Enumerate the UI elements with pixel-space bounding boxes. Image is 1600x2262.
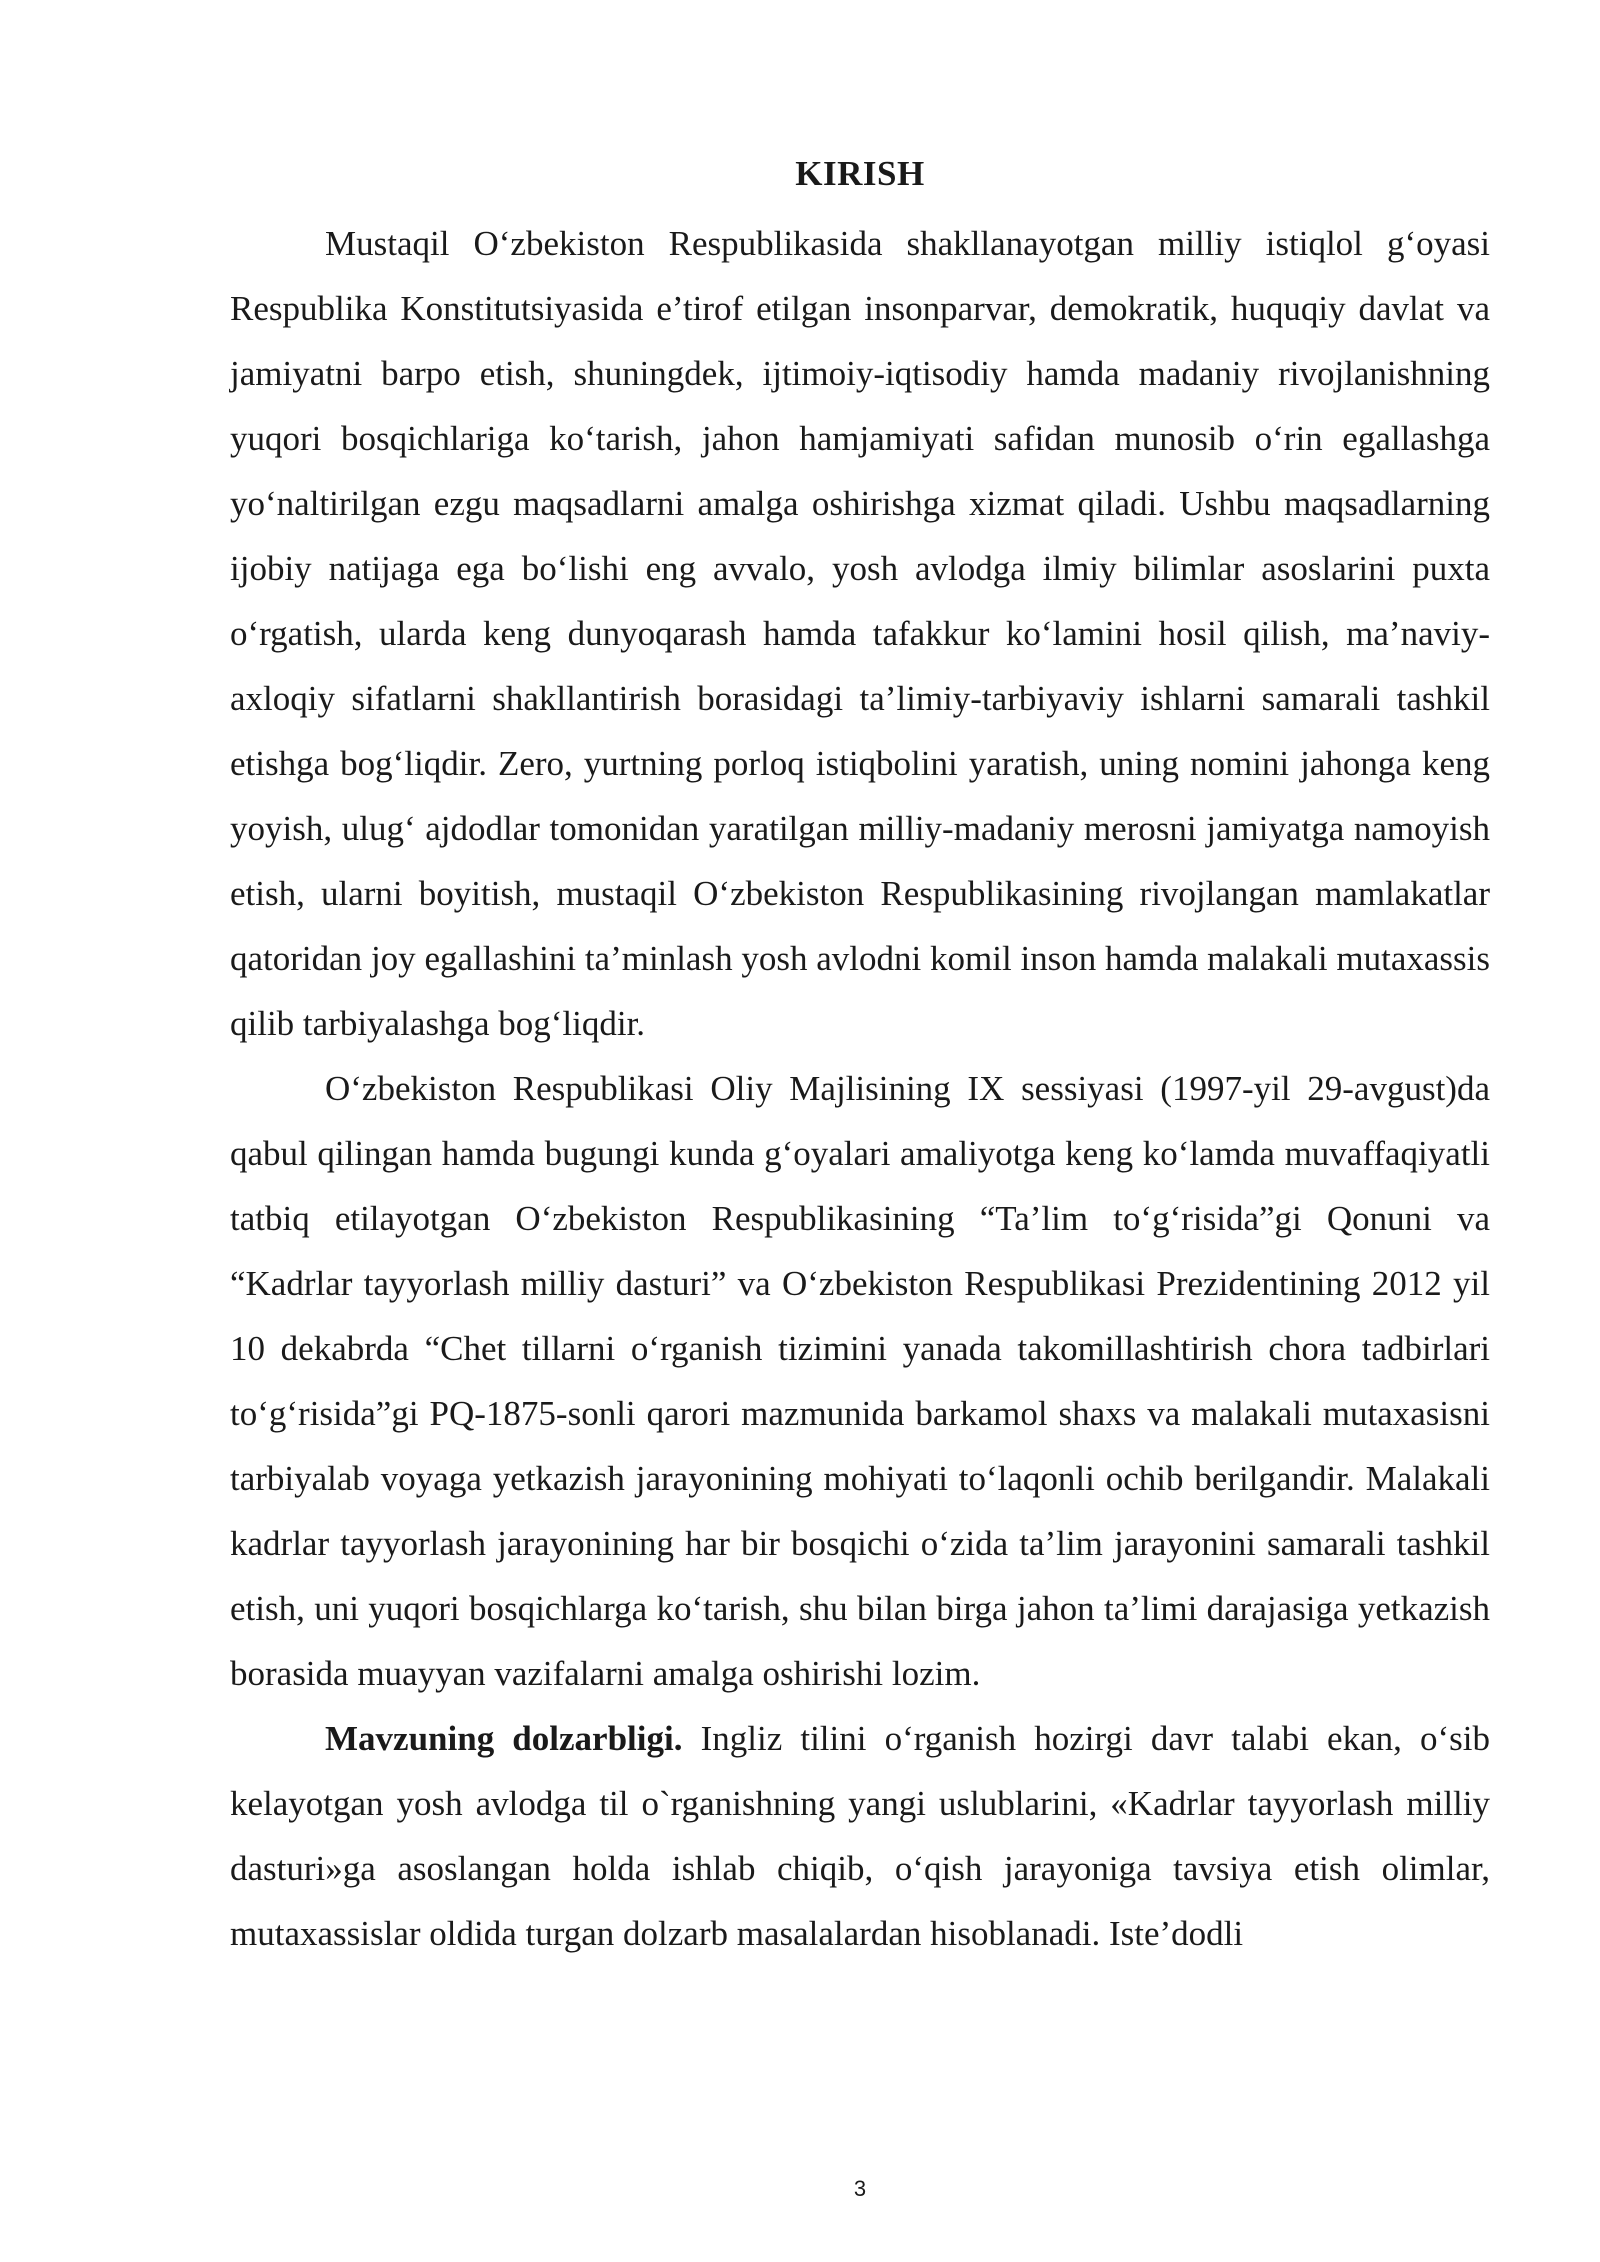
paragraph-text: Mustaqil O‘zbekiston Respublikasida shakllanayotgan milliy istiqlol g‘oyasi Respublika Konstitutsiyasida e’tirof etilgan insonparvar, demokratik, huquqiy davlat va jamiyatni barpo etish, shuningdek, ijtimoiy-iqtisodiy hamda madaniy rivojlanishning yuqori bosqichlariga ko‘tarish, jahon hamjamiyati safidan munosib o‘rin egallashga yo‘naltirilgan ezgu maqsadlarni amalga oshirishga xizmat qiladi. Ushbu maqsadlarning ijobiy natijaga ega bo‘lishi eng avvalo, yosh avlodga ilmiy bilimlar asoslarini puxta o‘rgatish, ularda keng dunyoqarash hamda tafakkur ko‘lamini hosil qilish, ma’naviy-axloqiy sifatlarni shakllantirish borasidagi ta’limiy-tarbiyaviy ishlarni samarali tashkil etishga bog‘liqdir. Zero, yurtning porloq istiqbolini yaratish, uning nomini jahonga keng yoyish, ulug‘ ajdodlar tomonidan yaratilgan milliy-madaniy merosni jamiyatga namoyish etish, ularni boyitish, mustaqil O‘zbekiston Respublikasining rivojlangan mamlakatlar qatoridan joy egallashini ta’minlash yosh avlodni komil inson hamda malakali mutaxassis qilib tarbiyalashga bog‘liqdir. — [230, 224, 1490, 1043]
section-title: KIRISH — [795, 154, 925, 193]
paragraph-intro — [230, 211, 1490, 1056]
paragraph-legislation — [230, 1056, 1490, 1706]
body-text — [230, 211, 1490, 1966]
paragraph-text: Ingliz tilini o‘rganish hozirgi davr talabi ekan, o‘sib kelayotgan yosh avlodga til o`rganishning yangi uslublarini, «Kadrlar tayyorlash milliy dasturi»ga asoslangan holda ishlab chiqib, o‘qish jarayoniga tavsiya etish olimlar, mutaxassislar oldida turgan dolzarb masalalardan hisoblanadi. Iste’dodli — [230, 1719, 1491, 1953]
paragraph-relevance — [230, 1706, 1490, 1966]
page-number: 3 — [853, 2176, 867, 2201]
paragraph-text: O‘zbekiston Respublikasi Oliy Majlisining IX sessiyasi (1997-yil 29-avgust)da qabul qilingan hamda bugungi kunda g‘oyalari amaliyotga keng ko‘lamda muvaffaqiyatli tatbiq etilayotgan O‘zbekiston Respublikasining “Ta’lim to‘g‘risida”gi Qonuni va “Kadrlar tayyorlash milliy dasturi” va O‘zbekiston Respublikasi Prezidentining 2012 yil 10 dekabrda “Chet tillarni o‘rganish tizimini yanada takomillashtirish chora tadbirlari to‘g‘risida”gi PQ-1875-sonli qarori mazmunida barkamol shaxs va malakali mutaxasisni tarbiyalab voyaga yetkazish jarayonining mohiyati to‘laqonli ochib berilgandir. Malakali kadrlar tayyorlash jarayonining har bir bosqichi o‘zida ta’lim jarayonini samarali tashkil etish, uni yuqori bosqichlarga ko‘tarish, shu bilan birga jahon ta’limi darajasiga yetkazish borasida muayyan vazifalarni amalga oshirishi lozim. — [230, 1069, 1490, 1693]
paragraph-lead: Mavzuning dolzarbligi. — [325, 1719, 683, 1758]
